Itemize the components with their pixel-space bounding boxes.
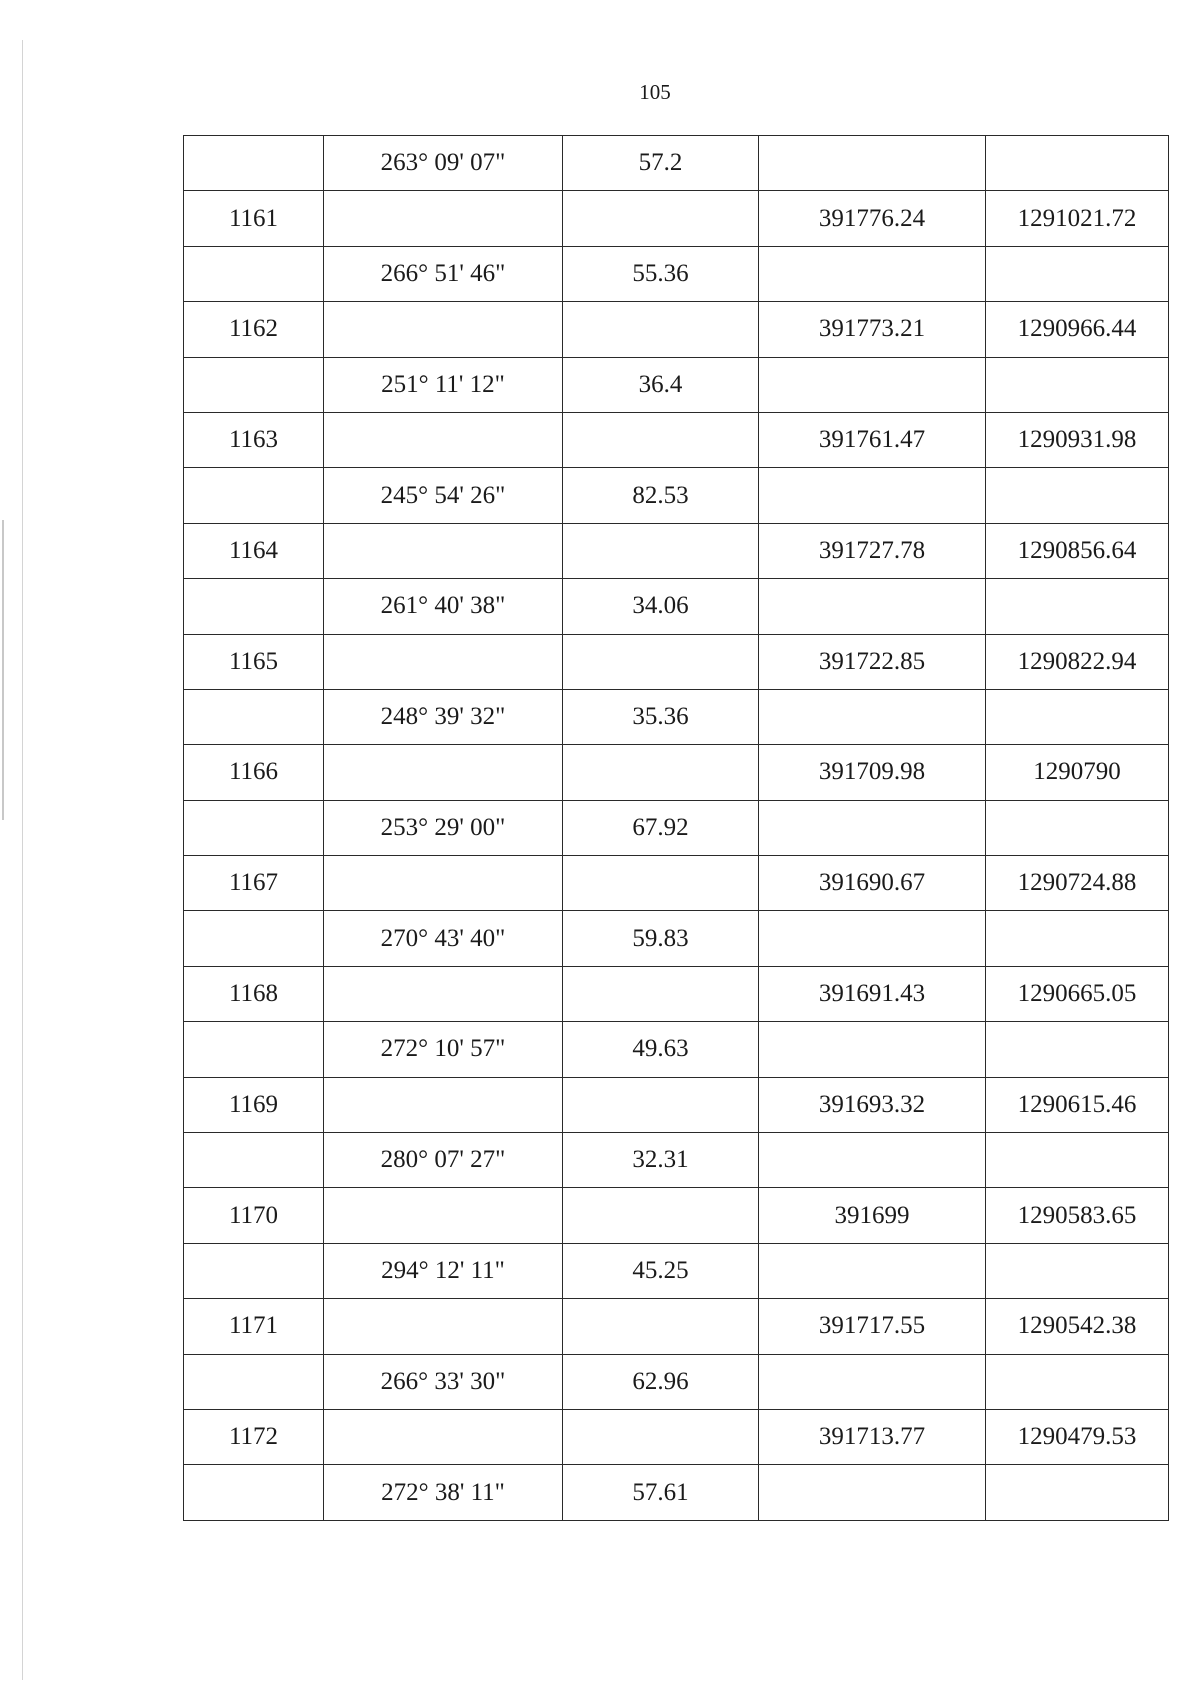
cell-northing bbox=[759, 1243, 986, 1298]
cell-distance bbox=[563, 1299, 759, 1354]
cell-distance: 36.4 bbox=[563, 357, 759, 412]
cell-bearing bbox=[324, 856, 563, 911]
cell-distance: 49.63 bbox=[563, 1022, 759, 1077]
cell-bearing: 266° 51' 46" bbox=[324, 246, 563, 301]
table-row bbox=[184, 357, 1169, 412]
cell-bearing bbox=[324, 1188, 563, 1243]
cell-northing: 391699 bbox=[759, 1188, 986, 1243]
cell-northing bbox=[759, 468, 986, 523]
cell-point-number: 1168 bbox=[184, 966, 324, 1021]
cell-easting: 1290822.94 bbox=[986, 634, 1169, 689]
table-row bbox=[184, 856, 1169, 911]
cell-northing: 391693.32 bbox=[759, 1077, 986, 1132]
cell-bearing: 280° 07' 27" bbox=[324, 1133, 563, 1188]
cell-easting bbox=[986, 1465, 1169, 1520]
table-row bbox=[184, 800, 1169, 855]
cell-easting bbox=[986, 468, 1169, 523]
cell-easting bbox=[986, 136, 1169, 191]
cell-easting: 1290856.64 bbox=[986, 523, 1169, 578]
cell-easting bbox=[986, 1354, 1169, 1409]
cell-point-number: 1171 bbox=[184, 1299, 324, 1354]
cell-bearing: 266° 33' 30" bbox=[324, 1354, 563, 1409]
table-body bbox=[184, 136, 1169, 1521]
cell-easting bbox=[986, 689, 1169, 744]
cell-bearing: 245° 54' 26" bbox=[324, 468, 563, 523]
cell-point-number bbox=[184, 1133, 324, 1188]
cell-bearing bbox=[324, 634, 563, 689]
cell-distance: 55.36 bbox=[563, 246, 759, 301]
cell-northing bbox=[759, 246, 986, 301]
cell-point-number bbox=[184, 1022, 324, 1077]
table-row bbox=[184, 689, 1169, 744]
cell-distance: 45.25 bbox=[563, 1243, 759, 1298]
cell-point-number bbox=[184, 468, 324, 523]
cell-easting: 1290931.98 bbox=[986, 412, 1169, 467]
cell-northing: 391690.67 bbox=[759, 856, 986, 911]
cell-northing bbox=[759, 1022, 986, 1077]
cell-northing: 391761.47 bbox=[759, 412, 986, 467]
table-row bbox=[184, 523, 1169, 578]
cell-distance: 57.2 bbox=[563, 136, 759, 191]
cell-bearing bbox=[324, 302, 563, 357]
cell-easting: 1290615.46 bbox=[986, 1077, 1169, 1132]
cell-point-number: 1165 bbox=[184, 634, 324, 689]
cell-bearing bbox=[324, 523, 563, 578]
cell-easting bbox=[986, 1243, 1169, 1298]
table-row bbox=[184, 1299, 1169, 1354]
cell-point-number bbox=[184, 357, 324, 412]
cell-distance bbox=[563, 191, 759, 246]
cell-bearing: 263° 09' 07" bbox=[324, 136, 563, 191]
cell-distance bbox=[563, 1409, 759, 1464]
cell-distance bbox=[563, 856, 759, 911]
cell-point-number bbox=[184, 1243, 324, 1298]
scan-edge-line bbox=[22, 40, 23, 1680]
cell-bearing: 270° 43' 40" bbox=[324, 911, 563, 966]
cell-northing: 391773.21 bbox=[759, 302, 986, 357]
cell-bearing: 294° 12' 11" bbox=[324, 1243, 563, 1298]
cell-northing bbox=[759, 357, 986, 412]
cell-northing: 391717.55 bbox=[759, 1299, 986, 1354]
cell-northing: 391713.77 bbox=[759, 1409, 986, 1464]
cell-bearing: 272° 10' 57" bbox=[324, 1022, 563, 1077]
cell-distance: 62.96 bbox=[563, 1354, 759, 1409]
cell-easting: 1291021.72 bbox=[986, 191, 1169, 246]
cell-distance bbox=[563, 634, 759, 689]
cell-point-number bbox=[184, 246, 324, 301]
cell-bearing bbox=[324, 191, 563, 246]
cell-bearing bbox=[324, 745, 563, 800]
cell-northing bbox=[759, 800, 986, 855]
cell-easting bbox=[986, 1133, 1169, 1188]
cell-bearing bbox=[324, 966, 563, 1021]
table-row bbox=[184, 1465, 1169, 1520]
cell-easting bbox=[986, 1022, 1169, 1077]
cell-northing: 391776.24 bbox=[759, 191, 986, 246]
cell-northing: 391722.85 bbox=[759, 634, 986, 689]
table-row bbox=[184, 302, 1169, 357]
scan-edge-mark bbox=[2, 520, 4, 820]
cell-easting: 1290790 bbox=[986, 745, 1169, 800]
cell-distance bbox=[563, 1077, 759, 1132]
cell-easting: 1290583.65 bbox=[986, 1188, 1169, 1243]
table-row bbox=[184, 1133, 1169, 1188]
table-row bbox=[184, 745, 1169, 800]
cell-bearing: 253° 29' 00" bbox=[324, 800, 563, 855]
cell-point-number bbox=[184, 911, 324, 966]
cell-easting bbox=[986, 579, 1169, 634]
table-row bbox=[184, 1354, 1169, 1409]
cell-point-number: 1163 bbox=[184, 412, 324, 467]
cell-northing bbox=[759, 579, 986, 634]
table-row bbox=[184, 1077, 1169, 1132]
cell-distance: 34.06 bbox=[563, 579, 759, 634]
cell-distance bbox=[563, 302, 759, 357]
cell-northing bbox=[759, 1465, 986, 1520]
cell-distance: 32.31 bbox=[563, 1133, 759, 1188]
cell-distance: 57.61 bbox=[563, 1465, 759, 1520]
table-row bbox=[184, 246, 1169, 301]
table-row bbox=[184, 1409, 1169, 1464]
cell-point-number bbox=[184, 136, 324, 191]
cell-easting bbox=[986, 800, 1169, 855]
cell-easting: 1290966.44 bbox=[986, 302, 1169, 357]
cell-easting: 1290724.88 bbox=[986, 856, 1169, 911]
cell-bearing: 251° 11' 12" bbox=[324, 357, 563, 412]
cell-point-number bbox=[184, 800, 324, 855]
cell-bearing: 272° 38' 11" bbox=[324, 1465, 563, 1520]
cell-distance: 35.36 bbox=[563, 689, 759, 744]
traverse-table bbox=[183, 135, 1169, 1521]
cell-easting: 1290542.38 bbox=[986, 1299, 1169, 1354]
table-row bbox=[184, 966, 1169, 1021]
table-row bbox=[184, 191, 1169, 246]
cell-point-number bbox=[184, 689, 324, 744]
cell-northing bbox=[759, 1133, 986, 1188]
cell-easting: 1290665.05 bbox=[986, 966, 1169, 1021]
cell-point-number: 1164 bbox=[184, 523, 324, 578]
table-row bbox=[184, 1022, 1169, 1077]
cell-distance: 67.92 bbox=[563, 800, 759, 855]
cell-distance bbox=[563, 1188, 759, 1243]
cell-bearing: 248° 39' 32" bbox=[324, 689, 563, 744]
cell-bearing bbox=[324, 1077, 563, 1132]
cell-northing bbox=[759, 1354, 986, 1409]
cell-bearing bbox=[324, 1409, 563, 1464]
cell-point-number: 1169 bbox=[184, 1077, 324, 1132]
cell-distance bbox=[563, 412, 759, 467]
cell-point-number bbox=[184, 579, 324, 634]
page-number: 105 bbox=[639, 80, 671, 104]
cell-bearing bbox=[324, 1299, 563, 1354]
cell-distance bbox=[563, 523, 759, 578]
cell-distance bbox=[563, 745, 759, 800]
cell-northing: 391691.43 bbox=[759, 966, 986, 1021]
cell-point-number: 1170 bbox=[184, 1188, 324, 1243]
table-row bbox=[184, 911, 1169, 966]
cell-easting: 1290479.53 bbox=[986, 1409, 1169, 1464]
cell-point-number: 1162 bbox=[184, 302, 324, 357]
cell-easting bbox=[986, 357, 1169, 412]
cell-easting bbox=[986, 246, 1169, 301]
cell-point-number: 1161 bbox=[184, 191, 324, 246]
table-row bbox=[184, 136, 1169, 191]
table-row bbox=[184, 468, 1169, 523]
cell-point-number: 1172 bbox=[184, 1409, 324, 1464]
table-row bbox=[184, 1188, 1169, 1243]
cell-point-number: 1166 bbox=[184, 745, 324, 800]
cell-northing: 391727.78 bbox=[759, 523, 986, 578]
cell-bearing bbox=[324, 412, 563, 467]
cell-point-number bbox=[184, 1465, 324, 1520]
cell-point-number: 1167 bbox=[184, 856, 324, 911]
cell-easting bbox=[986, 911, 1169, 966]
cell-bearing: 261° 40' 38" bbox=[324, 579, 563, 634]
table-row bbox=[184, 412, 1169, 467]
cell-distance: 59.83 bbox=[563, 911, 759, 966]
cell-point-number bbox=[184, 1354, 324, 1409]
table-row bbox=[184, 634, 1169, 689]
cell-northing: 391709.98 bbox=[759, 745, 986, 800]
cell-northing bbox=[759, 911, 986, 966]
table-row bbox=[184, 1243, 1169, 1298]
table-row bbox=[184, 579, 1169, 634]
cell-distance bbox=[563, 966, 759, 1021]
cell-northing bbox=[759, 136, 986, 191]
cell-northing bbox=[759, 689, 986, 744]
cell-distance: 82.53 bbox=[563, 468, 759, 523]
